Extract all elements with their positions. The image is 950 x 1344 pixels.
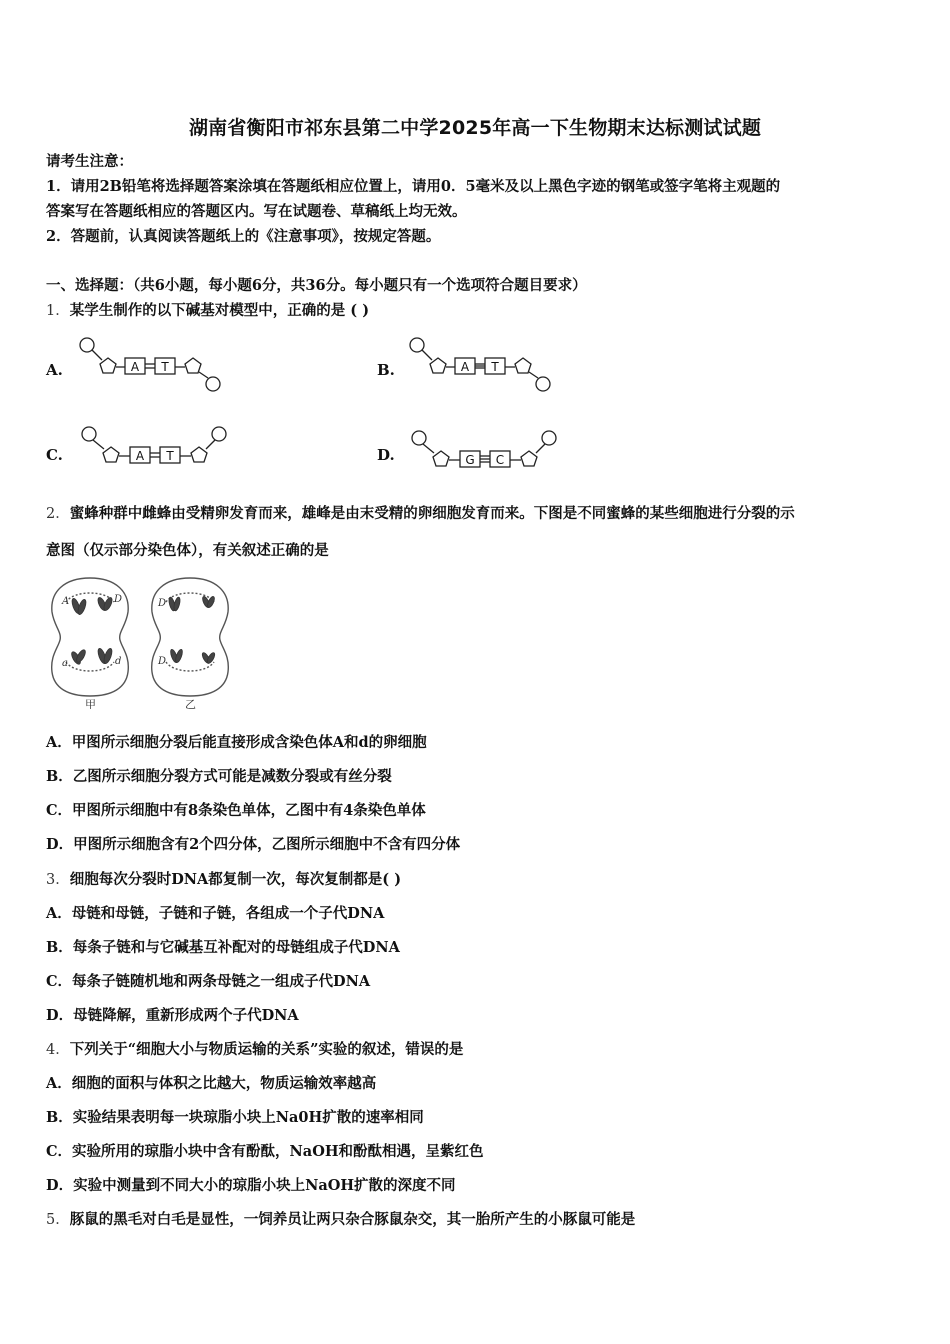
q1-option-d-label: D. (377, 446, 395, 464)
cell2-chrom-label-d-lower: D (158, 656, 167, 667)
q2-cell-division-figure (48, 574, 238, 709)
cell1-chrom-label-d-lower: d (115, 656, 122, 667)
cell1-chrom-label-d-upper: D (114, 594, 123, 605)
q3-option-d: D．母链降解，重新形成两个子代DNA (46, 1007, 299, 1024)
q1-option-a-base-right: T (161, 360, 169, 374)
question-2-stem-line-1: 蜜蜂种群中雌蜂由受精卵发育而来，雄峰是由末受精的卵细胞发育而来。下图是不同蜜蜂的某些细胞进行分裂的示 (69, 505, 795, 522)
question-5 (46, 1211, 635, 1229)
question-3-number: 3． (46, 872, 70, 888)
cell1-chrom-label-a-lower: a (62, 658, 68, 669)
q1-option-c-base-right: T (166, 449, 174, 463)
notice-item-1-line-1: 1．请用2B铅笔将选择题答案涂填在答题纸相应位置上，请用0．5毫米及以上黑色字迹的钢笔或签字笔将主观题的 (46, 178, 781, 195)
question-1-stem: 某学生制作的以下碱基对模型中，正确的是 ( ) (69, 302, 370, 319)
cell2-chrom-label-d-upper: D (158, 598, 167, 609)
q1-option-d-model (408, 427, 568, 477)
question-4-stem: 下列关于“细胞大小与物质运输的关系”实验的叙述，错误的是 (69, 1041, 464, 1058)
notice-heading: 请考生注意： (46, 153, 133, 170)
q1-option-a-label: A. (46, 361, 63, 379)
question-1 (46, 302, 369, 320)
cell1-label: 甲 (85, 698, 96, 709)
q1-option-a-base-left: A (130, 360, 140, 374)
section-heading: 一、选择题：（共6小题，每小题6分，共36分。每小题只有一个选项符合题目要求） (46, 277, 587, 294)
q1-option-d-base-right: C (495, 453, 505, 467)
question-4-number: 4． (46, 1042, 70, 1058)
q2-option-c: C．甲图所示细胞中有8条染色单体，乙图中有4条染色单体 (46, 802, 426, 819)
notice-item-1-line-2: 答案写在答题纸相应的答题区内。写在试题卷、草稿纸上均无效。 (46, 203, 467, 220)
q4-option-a: A．细胞的面积与体积之比越大，物质运输效率越高 (46, 1075, 377, 1092)
q1-option-b-model (405, 333, 560, 398)
page-title: 湖南省衡阳市祁东县第二中学2025年高一下生物期末达标测试试题 (188, 117, 762, 139)
q4-option-d: D．实验中测量到不同大小的琼脂小块上NaOH扩散的深度不同 (46, 1177, 456, 1194)
question-5-number: 5． (46, 1212, 70, 1228)
q1-option-b-base-right: T (491, 360, 499, 374)
question-2-number: 2． (46, 506, 70, 522)
question-3 (46, 871, 401, 889)
question-1-number: 1． (46, 303, 70, 319)
question-5-stem: 豚鼠的黑毛对白毛是显性，一饲养员让两只杂合豚鼠杂交，其一胎所产生的小豚鼠可能是 (69, 1211, 636, 1228)
cell2-label: 乙 (185, 698, 196, 709)
q2-option-d: D．甲图所示细胞含有2个四分体，乙图所示细胞中不含有四分体 (46, 836, 461, 853)
q3-option-b: B．每条子链和与它碱基互补配对的母链组成子代DNA (46, 939, 400, 956)
q3-option-c: C．每条子链随机地和两条母链之一组成子代DNA (46, 973, 371, 990)
q4-option-c: C．实验所用的琼脂小块中含有酚酞，NaOH和酚酞相遇，呈紫红色 (46, 1143, 484, 1160)
q2-option-a: A．甲图所示细胞分裂后能直接形成含染色体A和d的卵细胞 (46, 734, 427, 751)
q1-option-c-base-left: A (135, 449, 145, 463)
question-3-stem: 细胞每次分裂时DNA都复制一次，每次复制都是( ) (69, 871, 402, 888)
question-2-stem-line-2: 意图（仅示部分染色体），有关叙述正确的是 (46, 542, 329, 559)
q1-option-b-base-left: A (460, 360, 470, 374)
q1-option-a-model (75, 333, 230, 398)
q2-option-b: B．乙图所示细胞分裂方式可能是减数分裂或有丝分裂 (46, 768, 392, 785)
notice-item-2: 2．答题前，认真阅读答题纸上的《注意事项》，按规定答题。 (46, 228, 441, 245)
q1-option-c-model (78, 423, 238, 473)
q1-option-c-label: C. (46, 446, 63, 464)
q4-option-b: B．实验结果表明每一块琼脂小块上Na0H扩散的速率相同 (46, 1109, 424, 1126)
question-4 (46, 1041, 463, 1059)
q1-option-d-base-left: G (465, 453, 475, 467)
q3-option-a: A．母链和母链，子链和子链，各组成一个子代DNA (46, 905, 385, 922)
question-2-line-1 (46, 505, 795, 523)
q1-option-b-label: B. (377, 361, 395, 379)
cell1-chrom-label-a-upper: A (62, 596, 70, 607)
